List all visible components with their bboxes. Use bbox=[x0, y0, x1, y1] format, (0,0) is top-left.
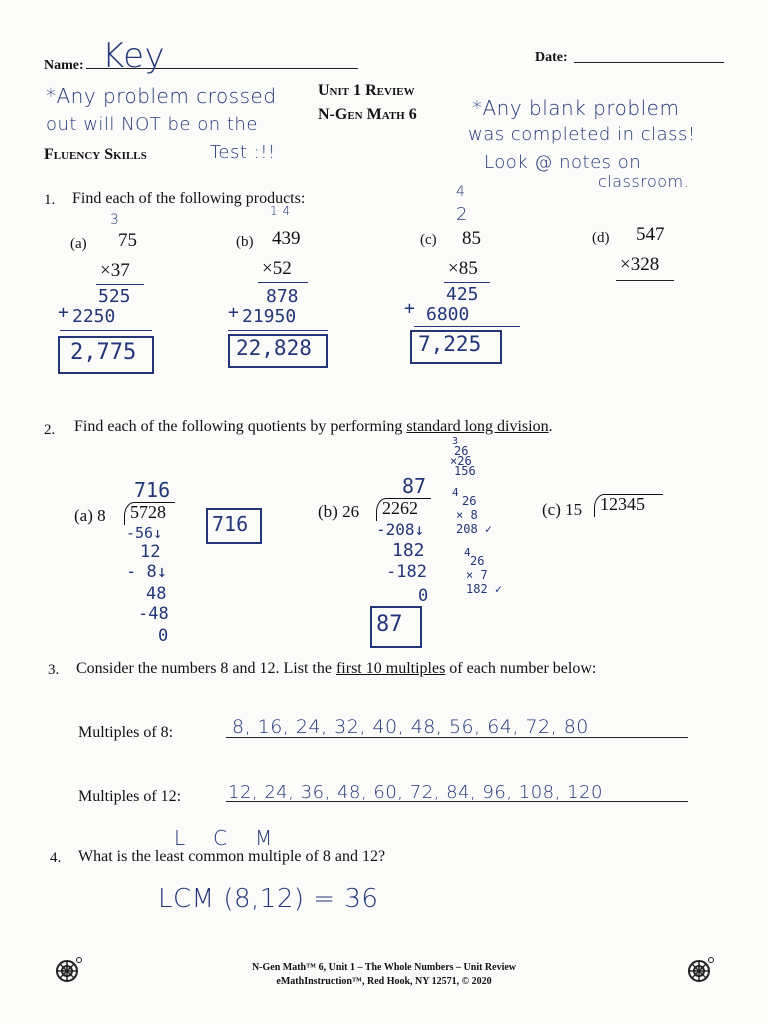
q2b-side1-2: 26 bbox=[462, 494, 477, 508]
q2a-quotient: 716 bbox=[134, 478, 171, 502]
q3-number: 3. bbox=[48, 662, 60, 678]
q1c-partial2: 6800 bbox=[426, 304, 470, 325]
date-line[interactable] bbox=[574, 62, 724, 63]
name-value[interactable]: Key bbox=[102, 36, 166, 76]
q1-number: 1. bbox=[44, 192, 56, 208]
q2a-label: (a) 8 bbox=[74, 506, 106, 525]
q2-prompt-post: . bbox=[548, 418, 553, 435]
q1a-answer: 2,775 bbox=[70, 340, 137, 365]
q2a-answer: 716 bbox=[212, 512, 249, 536]
q1c-rule bbox=[444, 282, 490, 283]
course-title: N-Gen Math 6 bbox=[318, 106, 417, 123]
q2a-step1: -56↓ bbox=[126, 524, 163, 542]
q2b-answer: 87 bbox=[376, 612, 403, 637]
q4-annotation: L C M bbox=[174, 826, 273, 850]
q2b-step1: -208↓ bbox=[376, 520, 425, 539]
q1c-top: 85 bbox=[462, 228, 481, 249]
q2a-step2: 12 bbox=[140, 542, 161, 562]
footer-line2: eMathInstruction™, Red Hook, NY 12571, © 2020 bbox=[276, 976, 492, 987]
q1d-top: 547 bbox=[636, 224, 665, 245]
logo-right bbox=[686, 956, 714, 984]
q4-number: 4. bbox=[50, 850, 62, 866]
q1a-top: 75 bbox=[118, 230, 137, 251]
note-right-4: classroom. bbox=[598, 172, 690, 191]
q1b-answer: 22,828 bbox=[236, 336, 312, 360]
note-left-3: Test :!! bbox=[210, 142, 276, 163]
q2a-step5: -48 bbox=[138, 604, 169, 624]
q2b-dividend: 2262 bbox=[382, 498, 418, 518]
note-right-1: *Any blank problem bbox=[472, 96, 680, 120]
q2b-quotient: 87 bbox=[402, 474, 427, 498]
q1c-carry2: 2 bbox=[456, 204, 468, 225]
q3-prompt bbox=[76, 660, 596, 678]
q2b-side2-3: × 7 bbox=[466, 568, 488, 582]
q3-row2-value[interactable]: 12, 24, 36, 48, 60, 72, 84, 96, 108, 120 bbox=[228, 782, 603, 803]
q3-row2-label: Multiples of 12: bbox=[78, 788, 182, 805]
q2b-side-top-3: ×26 bbox=[450, 454, 472, 468]
q1b-sum-rule bbox=[228, 330, 328, 331]
q3-prompt-post: of each number below: bbox=[445, 660, 597, 677]
q2c-label: (c) 15 bbox=[542, 500, 583, 519]
q1a-sum-rule bbox=[60, 330, 152, 331]
q2b-side2-4: 182 ✓ bbox=[466, 582, 503, 596]
q2b-side2-1: 4 bbox=[464, 546, 471, 559]
q1c-plus: + bbox=[404, 298, 415, 319]
q1a-label: (a) bbox=[70, 236, 87, 252]
q1b-carry: 1 4 bbox=[270, 204, 291, 218]
note-right-2: was completed in class! bbox=[468, 124, 696, 145]
q1b-partial1: 878 bbox=[266, 286, 299, 307]
q1c-carry: 4 bbox=[456, 184, 466, 200]
q2b-side-top-1: 3 bbox=[452, 436, 459, 447]
q1b-rule bbox=[258, 282, 308, 283]
q2b-side-top-2: 26 bbox=[454, 444, 469, 458]
q2-prompt bbox=[74, 418, 553, 436]
q3-row1-label: Multiples of 8: bbox=[78, 724, 174, 741]
q2b-side1-1: 4 bbox=[452, 486, 459, 499]
q2-prompt-underlined: standard long division bbox=[406, 418, 549, 435]
q2b-side1-4: 208 ✓ bbox=[456, 522, 493, 536]
q3-prompt-pre: Consider the numbers 8 and 12. List the bbox=[76, 660, 336, 677]
q1-prompt: Find each of the following products: bbox=[72, 190, 306, 207]
q1c-sum-rule bbox=[414, 326, 520, 327]
unit-title: Unit 1 Review bbox=[318, 82, 415, 99]
q2-number: 2. bbox=[44, 422, 56, 438]
q3-prompt-underlined: first 10 multiples bbox=[335, 660, 446, 677]
q2c-dividend: 12345 bbox=[600, 494, 645, 514]
q1c-bottom: ×85 bbox=[448, 258, 478, 279]
q2b-step2: 182 bbox=[392, 540, 425, 561]
q1a-rule bbox=[96, 284, 144, 285]
q4-prompt: What is the least common multiple of 8 and 12? bbox=[78, 848, 386, 865]
footer-line1: N-Gen Math™ 6, Unit 1 – The Whole Numbers – Unit Review bbox=[251, 962, 517, 973]
note-left-2: out will NOT be on the bbox=[46, 114, 258, 135]
q1d-label: (d) bbox=[592, 230, 610, 246]
q2b-step4: 0 bbox=[418, 586, 429, 606]
q2a-step4: 48 bbox=[146, 584, 167, 604]
q1b-partial2: 21950 bbox=[242, 306, 297, 327]
q1b-bottom: ×52 bbox=[262, 258, 292, 279]
q1d-bottom: ×328 bbox=[620, 254, 660, 275]
name-label: Name: bbox=[44, 58, 84, 73]
q1a-bottom: ×37 bbox=[100, 260, 130, 281]
q1b-top: 439 bbox=[272, 228, 301, 249]
note-right-3: Look @ notes on bbox=[484, 152, 642, 173]
q1c-answer: 7,225 bbox=[418, 332, 482, 356]
q2-prompt-pre: Find each of the following quotients by performing bbox=[74, 418, 407, 435]
q1b-label: (b) bbox=[236, 234, 254, 250]
q1d-rule bbox=[616, 280, 674, 281]
date-label: Date: bbox=[535, 50, 568, 65]
q4-answer[interactable]: LCM (8,12) = 36 bbox=[158, 884, 379, 914]
note-left-1: *Any problem crossed bbox=[46, 84, 277, 108]
q3-row1-value[interactable]: 8, 16, 24, 32, 40, 48, 56, 64, 72, 80 bbox=[232, 716, 589, 738]
q1a-partial1: 525 bbox=[98, 286, 131, 307]
q2b-label: (b) 26 bbox=[318, 502, 360, 521]
q2a-step6: 0 bbox=[158, 626, 169, 646]
q1c-label: (c) bbox=[420, 232, 437, 248]
q1a-partial2: 2250 bbox=[72, 306, 116, 327]
q2a-step3: - 8↓ bbox=[126, 562, 167, 582]
q1a-plus: + bbox=[58, 302, 69, 323]
q2b-side-top-4: 156 bbox=[454, 464, 476, 478]
q2b-step3: -182 bbox=[386, 562, 427, 582]
q2a-dividend: 5728 bbox=[130, 502, 166, 522]
q1b-plus: + bbox=[228, 302, 239, 323]
section-title: Fluency Skills bbox=[44, 146, 147, 163]
q2b-side2-2: 26 bbox=[470, 554, 485, 568]
q1c-partial1: 425 bbox=[446, 284, 479, 305]
q1a-carry: 3 bbox=[110, 212, 120, 228]
q2b-side1-3: × 8 bbox=[456, 508, 478, 522]
